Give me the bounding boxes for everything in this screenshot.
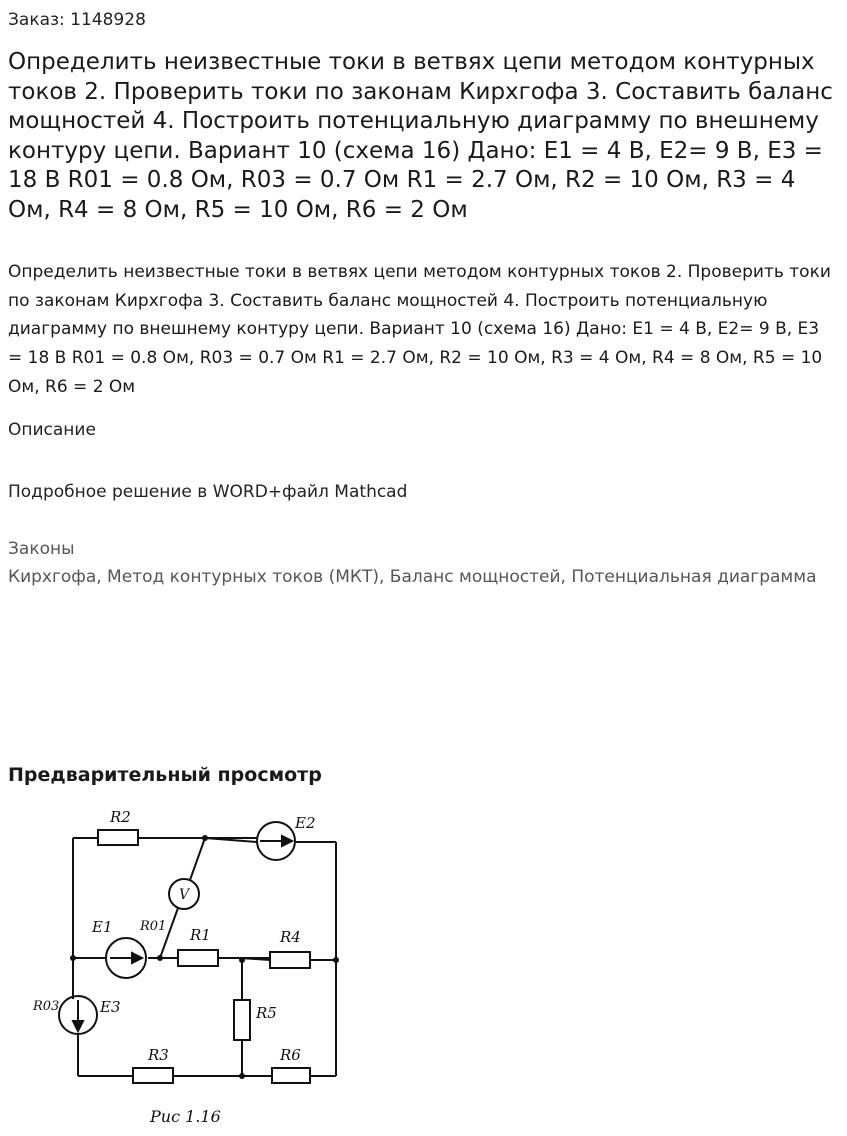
resistor-r4-symbol (270, 952, 310, 968)
r5-label: R5 (256, 1004, 277, 1022)
laws-list: Кирхгофа, Метод контурных токов (МКТ), Баланс мощностей, Потенциальная диаграмма (8, 567, 817, 587)
description-label: Описание (8, 420, 96, 440)
e2-label: E2 (295, 814, 316, 832)
laws-label: Законы (8, 539, 75, 559)
e1-label: E1 (92, 918, 113, 936)
resistor-r5-symbol (234, 1000, 250, 1040)
resistor-r6-symbol (272, 1068, 310, 1083)
resistor-r1-symbol (178, 950, 218, 966)
resistor-r2-symbol (98, 830, 138, 845)
order-number: Заказ: 1148928 (8, 10, 146, 30)
figure-caption: Рис 1.16 (150, 1107, 221, 1126)
r03-label: R03 (33, 999, 60, 1014)
task-description: Определить неизвестные токи в ветвях цепи методом контурных токов 2. Проверить токи по законам Кирхгофа 3. Составить баланс мощностей 4. Построить потенциальную диаграмму по внешнему контуру цепи. Вариант 10 (схема 16) Дано: E1 = 4 В, E2= 9 В, E3 = 18 В R01 = 0.8 Ом, R03 = 0.7 Ом R1 = 2.7 Ом, R2 = 10 Ом, R3 = 4 Ом, R4 = 8 Ом, R5 = 10 Ом, R6 = 2 Ом (8, 262, 831, 397)
r4-label: R4 (280, 928, 301, 946)
preview-heading: Предварительный просмотр (8, 764, 322, 786)
r1-label: R1 (190, 926, 211, 944)
resistor-r3-symbol (133, 1068, 173, 1083)
e3-label: E3 (100, 998, 121, 1016)
r3-label: R3 (148, 1046, 169, 1064)
circuit-diagram (30, 800, 360, 1130)
voltmeter-label: V (179, 887, 190, 903)
r01-label: R01 (140, 919, 167, 934)
task-title: Определить неизвестные токи в ветвях цепи методом контурных токов 2. Проверить токи по законам Кирхгофа 3. Составить баланс мощностей 4. Построить потенциальную диаграмму по внешнему контуру цепи. Вариант 10 (схема 16) Дано: E1 = 4 В, E2= 9 В, E3 = 18 В R01 = 0.8 Ом, R03 = 0.7 Ом R1 = 2.7 Ом, R2 = 10 Ом, R3 = 4 Ом, R4 = 8 Ом, R5 = 10 Ом, R6 = 2 Ом (8, 49, 833, 223)
r2-label: R2 (110, 808, 131, 826)
description-text: Подробное решение в WORD+файл Mathcad (8, 482, 408, 502)
r6-label: R6 (280, 1046, 301, 1064)
